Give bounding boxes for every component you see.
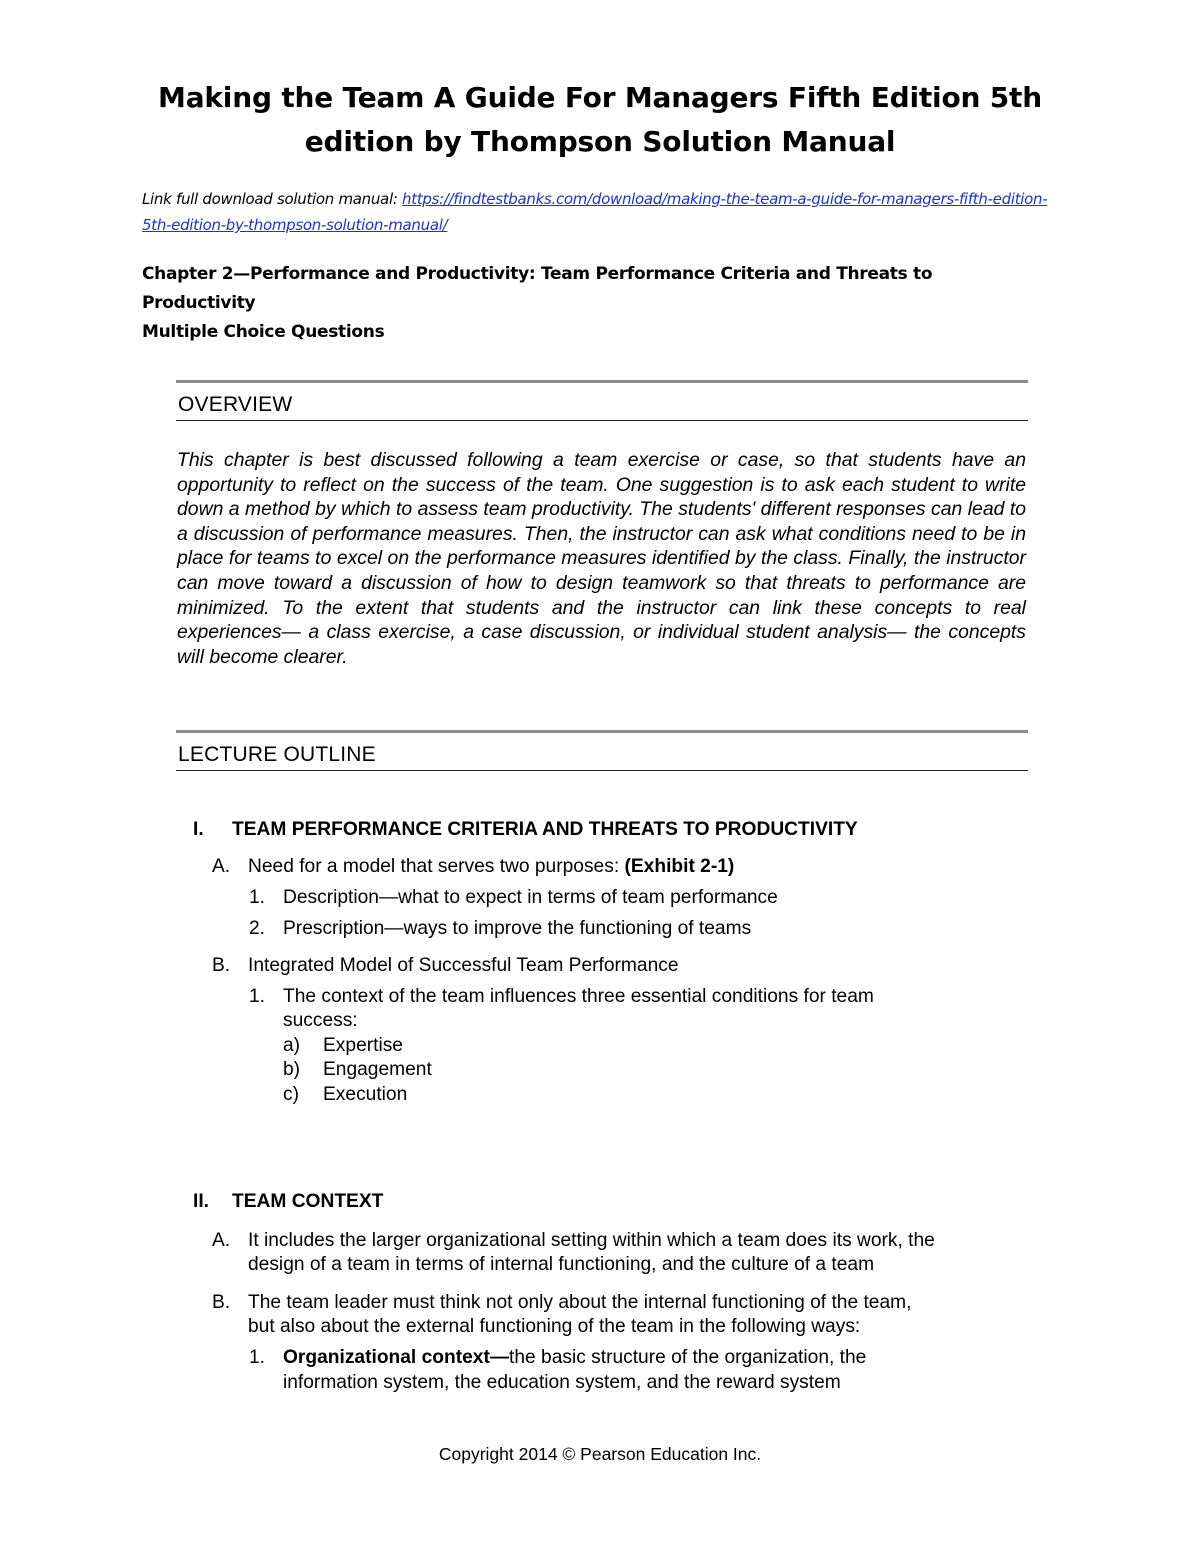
- section-2-number: II.: [193, 1191, 209, 1212]
- lecture-top-rule: [176, 730, 1028, 733]
- download-link[interactable]: https://findtestbanks.com/download/making-the-team-a-guide-for-managers-fifth-edition-5th-edition-by-thompson-solution-manual/: [142, 190, 1048, 234]
- section-1-a-1-text: Description—what to expect in terms of team performance: [283, 887, 778, 908]
- section-1-a-1-marker: 1.: [249, 887, 266, 908]
- subitem-c-marker: c): [283, 1084, 299, 1105]
- section-1-b-1-line-1: The context of the team influences three essential conditions for team: [283, 986, 874, 1007]
- document-title: Making the Team A Guide For Managers Fifth Edition 5th edition by Thompson Solution Manual: [158, 81, 1042, 158]
- section-2-title: TEAM CONTEXT: [232, 1191, 384, 1212]
- section-1-b-1-marker: 1.: [249, 986, 266, 1007]
- section-2-a-line-1: It includes the larger organizational setting within which a team does its work, the: [248, 1230, 935, 1251]
- overview-heading: OVERVIEW: [178, 393, 293, 416]
- section-1-b-text: Integrated Model of Successful Team Performance: [248, 955, 679, 976]
- section-2-a-line-2: design of a team in terms of internal functioning, and the culture of a team: [248, 1254, 875, 1275]
- overview-bottom-rule: [176, 420, 1028, 421]
- overview-paragraph: This chapter is best discussed following a team exercise or case, so that students have an opportunity to reflect on the success of the team. One suggestion is to ask each student to write down a method by which to assess team productivity. The students' different responses can lead to a discussion of performance measures. Then, the instructor can ask what conditions need to be in place for teams to excel on the performance measures identified by the class. Finally, the instructor can move toward a discussion of how to design teamwork so that threats to performance are minimized. To the extent that students and the instructor can link these concepts to real experiences— a class exercise, a case discussion, or individual student analysis— the concepts will become clearer.: [177, 449, 1026, 668]
- section-2-b-1-line-1: [283, 1347, 866, 1369]
- section-2-a-marker: A.: [212, 1230, 231, 1251]
- chapter-line-3: Multiple Choice Questions: [142, 322, 385, 342]
- copyright-footer: Copyright 2014 © Pearson Education Inc.: [438, 1444, 762, 1464]
- subitem-engagement: Engagement: [323, 1059, 432, 1080]
- subitem-a-marker: a): [283, 1035, 301, 1056]
- subitem-execution: Execution: [323, 1084, 408, 1105]
- section-1-a-2-text: Prescription—ways to improve the functioning of teams: [283, 918, 752, 939]
- subitem-expertise: Expertise: [323, 1035, 403, 1056]
- section-2-b-1-marker: 1.: [249, 1347, 266, 1368]
- organizational-context-term: Organizational context—: [283, 1347, 510, 1368]
- subitem-b-marker: b): [283, 1059, 301, 1080]
- section-2-b-marker: B.: [212, 1292, 231, 1313]
- link-prefix: Link full download solution manual:: [142, 190, 403, 208]
- overview-top-rule: [176, 380, 1028, 383]
- section-1-title: TEAM PERFORMANCE CRITERIA AND THREATS TO PRODUCTIVITY: [232, 819, 858, 840]
- section-1-number: I.: [193, 819, 204, 840]
- organizational-context-desc: the basic structure of the organization, the: [509, 1347, 867, 1368]
- section-1-a-marker: A.: [212, 856, 231, 877]
- section-2-b-1-line-2: information system, the education system, and the reward system: [283, 1372, 841, 1393]
- section-1-a-2-marker: 2.: [249, 918, 266, 939]
- chapter-line-1: Chapter 2—Performance and Productivity: Team Performance Criteria and Threats to: [142, 264, 933, 284]
- section-2-b-line-2: but also about the external functioning of the team in the following ways:: [248, 1316, 861, 1337]
- chapter-line-2: Productivity: [142, 293, 256, 313]
- section-1-b-1-line-2: success:: [283, 1010, 358, 1031]
- exhibit-ref: (Exhibit 2-1): [624, 856, 735, 877]
- lecture-bottom-rule: [176, 770, 1028, 771]
- lecture-heading: LECTURE OUTLINE: [178, 743, 376, 766]
- section-2-b-line-1: The team leader must think not only about the internal functioning of the team,: [248, 1292, 912, 1313]
- section-1-a-text: [248, 856, 734, 878]
- section-1-a-text-main: Need for a model that serves two purposes:: [248, 856, 625, 877]
- section-1-b-marker: B.: [212, 955, 231, 976]
- download-link-block: [142, 186, 1062, 238]
- chapter-heading: [142, 260, 1022, 347]
